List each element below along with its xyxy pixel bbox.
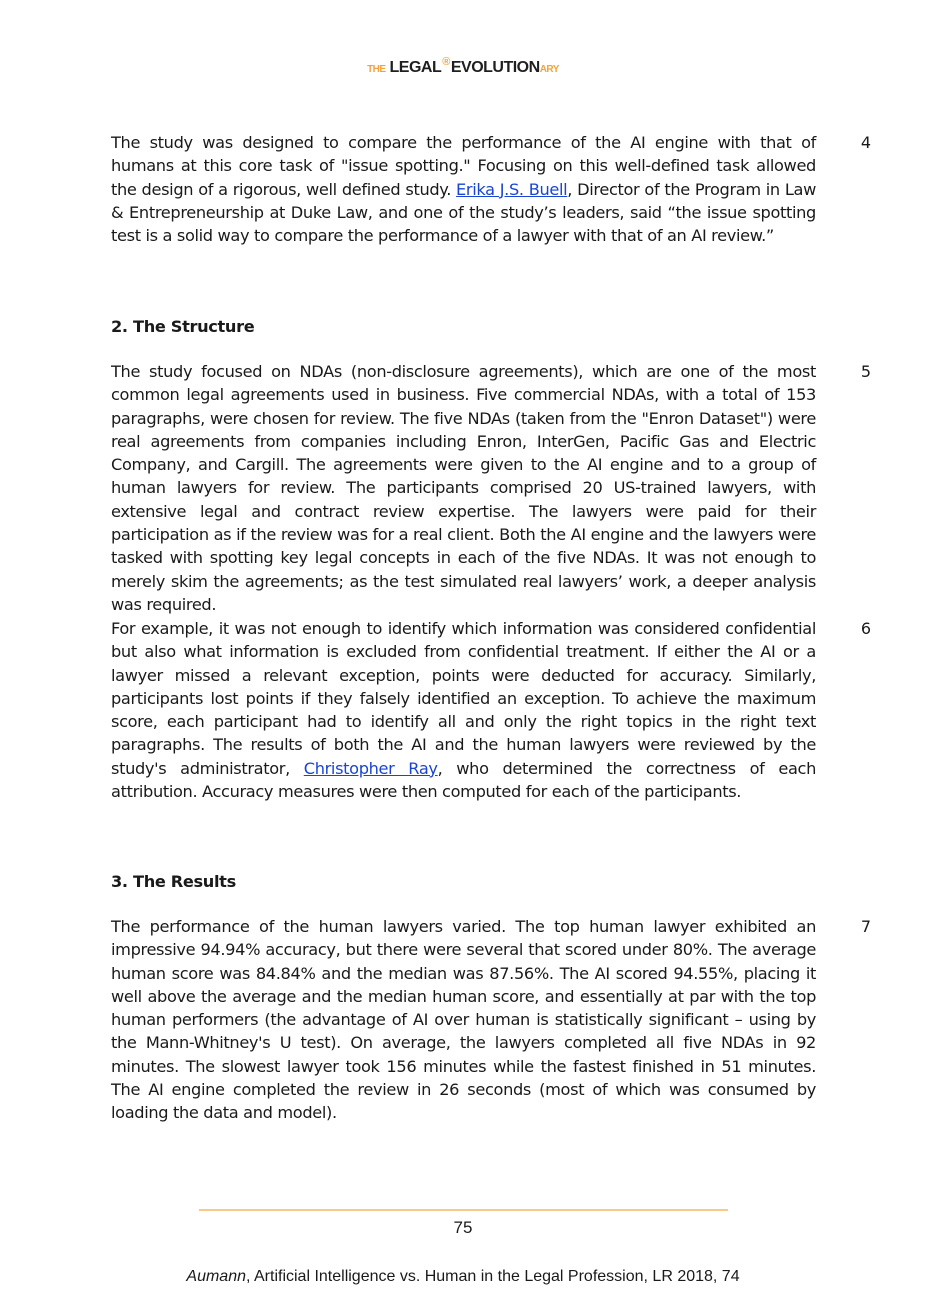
paragraph-number: 6 bbox=[860, 619, 872, 638]
link-erika-buell[interactable]: Erika J.S. Buell bbox=[456, 179, 568, 199]
paragraph-number: 5 bbox=[860, 362, 872, 381]
publication-logo bbox=[0, 56, 926, 77]
logo-suffix: ARY bbox=[539, 64, 559, 75]
link-christopher-ray[interactable]: Christopher Ray bbox=[303, 758, 438, 778]
citation-text: , Artificial Intelligence vs. Human in the Legal Profession, LR 2018, 74 bbox=[245, 1268, 740, 1285]
paragraph-text: , Director of the Program in Law & Entrepreneurship at Duke Law, and one of the study’s leaders, said “the issue spotting test is a solid way to compare the performance of a lawyer with that of an AI review.” bbox=[111, 179, 816, 246]
page-number: 75 bbox=[453, 1218, 473, 1237]
section-heading-structure: 2. The Structure bbox=[111, 317, 255, 336]
registered-trademark-icon: ® bbox=[442, 56, 450, 68]
paragraph-4 bbox=[111, 131, 816, 247]
paragraph-text: For example, it was not enough to identify which information was considered confidential but also what information is excluded from confidential treatment. If either the AI or a lawyer missed a relevant exception, points were deducted for accuracy. Similarly, participants lost points if they falsely identified an exception. To achieve the maximum score, each participant had to identify all and only the right topics in the right text paragraphs. The results of both the AI and the human lawyers were reviewed by the study's administrator, bbox=[111, 619, 816, 778]
logo-word-legal: LEGAL bbox=[389, 59, 442, 76]
section-heading-results: 3. The Results bbox=[111, 872, 236, 891]
paragraph-number: 7 bbox=[860, 917, 872, 936]
logo-prefix: THE bbox=[367, 64, 386, 75]
citation bbox=[0, 1268, 926, 1286]
paragraph-text: The study was designed to compare the performance of the AI engine with that of humans at this core task of "issue spotting." Focusing on this well-defined task allowed the design of a rigorous, well defined study. bbox=[111, 133, 816, 199]
paragraph-text: , who determined the correctness of each attribution. Accuracy measures were then computed for each of the participants. bbox=[111, 758, 816, 802]
footer-divider bbox=[199, 1209, 728, 1211]
logo-word-evolution: EVOLUTION bbox=[450, 59, 540, 76]
paragraph-number: 4 bbox=[860, 133, 872, 152]
paragraph-7: The performance of the human lawyers varied. The top human lawyer exhibited an impressive 94.94% accuracy, but there were several that scored under 80%. The average human score was 84.84% and the median was 87.56%. The AI scored 94.55%, placing it well above the average and the median human score, and essentially at par with the top human performers (the advantage of AI over human is statistically significant – using by the Mann-Whitney's U test). On average, the lawyers completed all five NDAs in 92 minutes. The slowest lawyer took 156 minutes while the fastest finished in 51 minutes. The AI engine completed the review in 26 seconds (most of which was consumed by loading the data and model). bbox=[111, 917, 816, 1123]
citation-author: Aumann bbox=[186, 1268, 246, 1285]
paragraph-5: The study focused on NDAs (non-disclosure agreements), which are one of the most common legal agreements used in business. Five commercial NDAs, with a total of 153 paragraphs, were chosen for review. The five NDAs (taken from the "Enron Dataset") were real agreements from companies including Enron, InterGen, Pacific Gas and Electric Company, and Cargill. The agreements were given to the AI engine and to a group of human lawyers for review. The participants comprised 20 US-trained lawyers, with extensive legal and contract review expertise. The lawyers were paid for their participation as if the review was for a real client. Both the AI engine and the lawyers were tasked with spotting key legal concepts in each of the five NDAs. It was not enough to merely skim the agreements; as the test simulated real lawyers’ work, a deeper analysis was required. bbox=[111, 362, 816, 614]
paragraph-6 bbox=[111, 617, 816, 803]
